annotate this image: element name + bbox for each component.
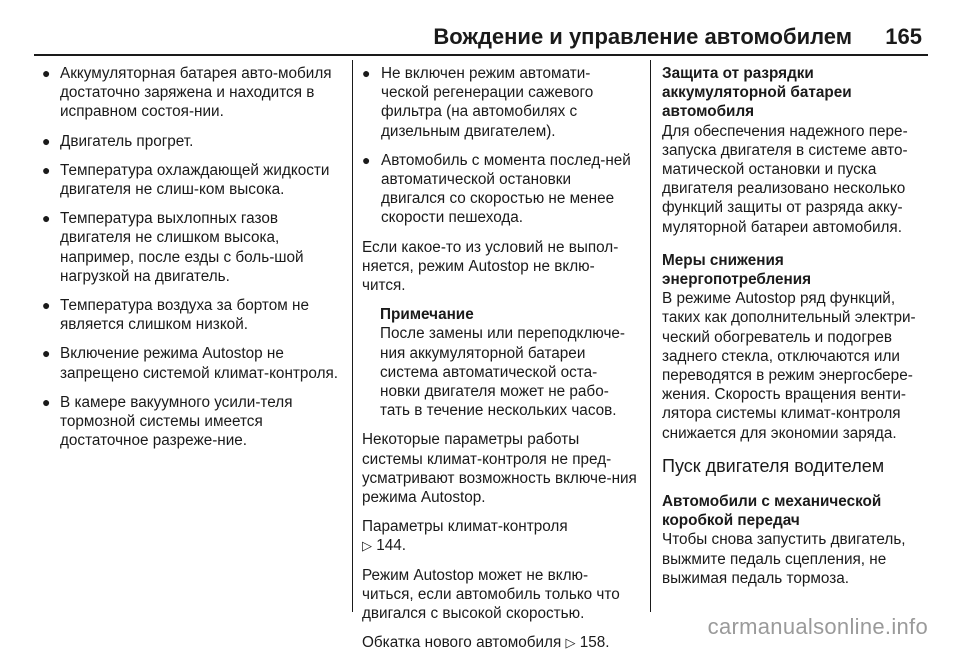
bullet-icon: ● [42, 393, 51, 410]
cross-reference-page[interactable]: 158. [579, 634, 610, 652]
list-item-text: Температура воздуха за бортом не является слишком низкой. [60, 297, 309, 334]
paragraph: Чтобы снова запустить двигатель, выжмите педаль сцепления, не выжимая педаль тормоза. [662, 531, 906, 587]
list-item-text: Температура охлаждающей жидкости двигателя не слиш-ком высока. [60, 161, 330, 199]
list-item [42, 296, 344, 334]
list-item [362, 151, 637, 228]
column-1 [42, 64, 344, 460]
page-header [0, 0, 960, 50]
list-item [42, 132, 344, 151]
list-item [42, 393, 344, 451]
bullet-icon: ● [362, 151, 371, 168]
paragraph: Если какое-то из условий не выпол-няется, режим Autostop не вклю-чится. [362, 238, 619, 295]
paragraph: В режиме Autostop ряд функций, таких как дополнительный электри-ческий обогреватель и подогрев заднего стекла, отключаются или переводятся в режим энергосбере-жения. Скорость вращения венти-лятора системы климат-контроля снижается для экономии заряда. [662, 290, 916, 442]
note-box [362, 305, 637, 420]
list-item-text: Температура выхлопных газов двигателя не слишком высока, например, после езды с боль-шой нагрузкой на двигатель. [60, 210, 304, 285]
paragraph: Режим Autostop может не вклю-читься, если автомобиль только что двигался с высокой скоростью. [362, 566, 620, 623]
list-item-text: Автомобиль с момента послед-ней автоматической остановки двигался со скоростью не менее скорости пешехода. [381, 151, 631, 227]
section-heading: Пуск двигателя водителем [662, 455, 885, 476]
conditions-list-2 [362, 64, 637, 228]
subsection-title: Меры снижения энергопотребления [662, 251, 812, 289]
cross-reference-page[interactable]: 144. [376, 537, 407, 555]
subsection-title: Автомобили с механической коробкой передач [662, 493, 882, 530]
list-item-text: Двигатель прогрет. [60, 132, 194, 150]
paragraph: Некоторые параметры работы системы климат-контроля не пред-усматривают возможность включе-ния режима Autostop. [362, 431, 637, 507]
arrow-right-icon: ▷ [565, 635, 576, 651]
cross-reference [362, 633, 637, 652]
arrow-right-icon: ▷ [362, 538, 372, 554]
list-item-text: Аккумуляторная батарея авто-мобиля достаточно заряжена и находится в исправном состоя-нии. [60, 65, 332, 121]
page-number: 165 [885, 24, 922, 49]
list-item [42, 344, 344, 382]
bullet-icon: ● [42, 297, 51, 314]
list-item [42, 209, 344, 286]
column-2 [362, 64, 637, 662]
cross-reference-text: Обкатка нового автомобиля [362, 634, 562, 652]
list-item-text: Включение режима Autostop не запрещено системой климат-контроля. [60, 345, 339, 382]
column-3 [662, 64, 930, 598]
list-item [42, 161, 344, 199]
list-item-text: Не включен режим автомати-ческой регенерации сажевого фильтра (на автомобилях с дизельным двигателем). [381, 65, 594, 140]
header-title: Вождение и управление автомобилем [433, 24, 852, 49]
bullet-icon: ● [42, 345, 51, 362]
bullet-icon: ● [42, 65, 51, 81]
list-item-text: В камере вакуумного усили-теля тормозной системы имеется достаточное разреже-ние. [60, 393, 293, 450]
bullet-icon: ● [362, 65, 371, 81]
list-item [362, 64, 637, 141]
cross-reference-text: Параметры климат-контроля [362, 518, 568, 536]
paragraph: Для обеспечения надежного пере-запуска двигателя в системе авто-матической остановки и пуска двигателя реализовано несколько функций защиты от разряда акку-муляторной батареи автомобиля. [662, 122, 908, 236]
header-rule [34, 54, 928, 56]
note-title: Примечание [380, 306, 474, 324]
conditions-list-1 [42, 64, 344, 450]
list-item [42, 64, 344, 122]
bullet-icon: ● [42, 210, 51, 227]
column-divider-2 [650, 60, 651, 612]
bullet-icon: ● [42, 161, 51, 178]
column-divider-1 [352, 60, 353, 612]
note-text: После замены или переподключе-ния аккумуляторной батареи система автоматической оста-новки двигателя может не рабо-тать в течение нескольких часов. [380, 325, 626, 420]
cross-reference [362, 517, 637, 555]
bullet-icon: ● [42, 132, 51, 149]
subsection-title: Защита от разрядки аккумуляторной батареи автомобиля [662, 65, 852, 121]
watermark: carmanualsonline.info [707, 614, 928, 639]
